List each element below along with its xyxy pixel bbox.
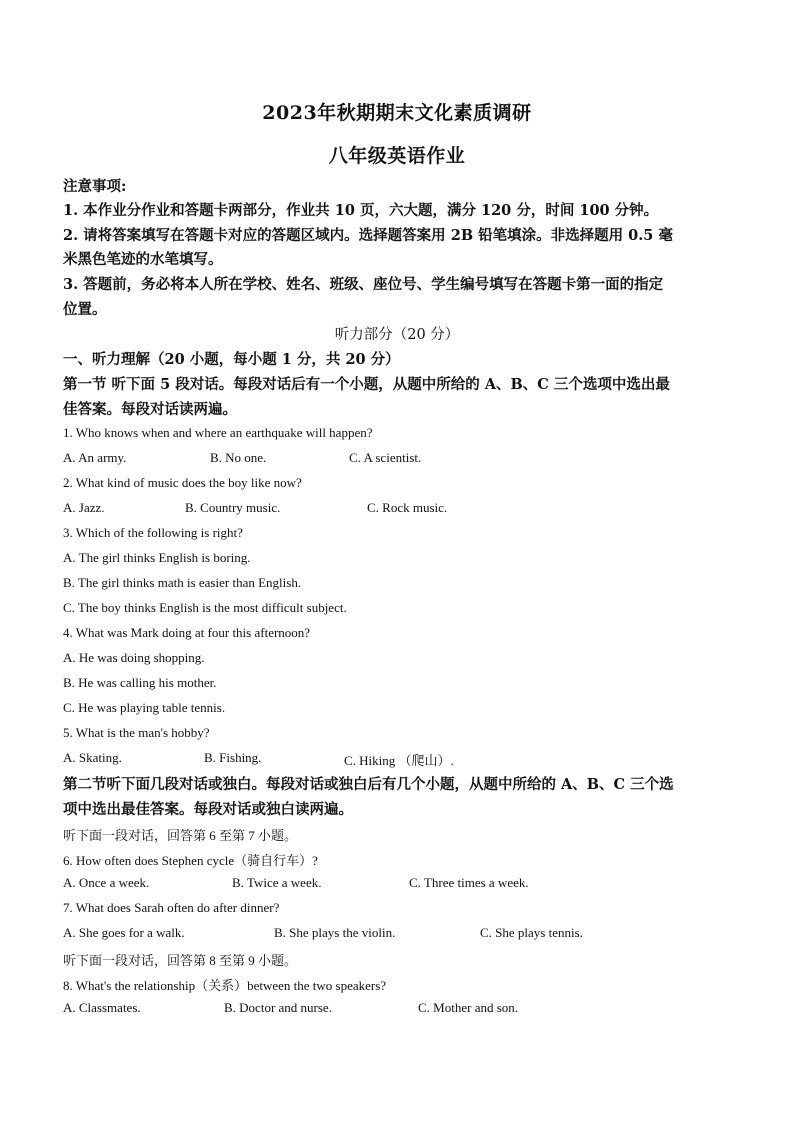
question-7-option-b: B. She plays the violin. xyxy=(274,925,396,940)
question-2-option-a: A. Jazz. xyxy=(63,500,105,515)
question-6-option-a: A. Once a week. xyxy=(63,875,150,890)
question-6-option-b: B. Twice a week. xyxy=(232,875,322,890)
question-8-option-c: C. Mother and son. xyxy=(418,1000,519,1015)
question-7-option-a: A. She goes for a walk. xyxy=(63,925,185,940)
question-1-option-a: A. An army. xyxy=(63,450,127,465)
section-1-instruction-line-2: 佳答案。每段对话读两遍。 xyxy=(63,401,237,418)
question-2-stem: 2. What kind of music does the boy like now? xyxy=(63,475,302,490)
question-3-option-c: C. The boy thinks English is the most difficult subject. xyxy=(63,600,347,615)
notes-heading: 注意事项: xyxy=(63,178,127,195)
question-4-stem: 4. What was Mark doing at four this afternoon? xyxy=(63,625,311,640)
instruction-questions-6-7: 听下面一段对话，回答第 6 至第 7 小题。 xyxy=(63,828,298,843)
question-3-option-b: B. The girl thinks math is easier than English. xyxy=(63,575,302,590)
question-8-option-a: A. Classmates. xyxy=(63,1000,141,1015)
section-2-instruction-line-1: 第二节听下面几段对话或独白。每段对话或独白后有几个小题，从题中所给的 A、B、C 三个选 xyxy=(63,776,674,793)
notes-item-2-line-2: 米黑色笔迹的水笔填写。 xyxy=(63,251,223,268)
section-1-instruction-line-1: 第一节 听下面 5 段对话。每段对话后有一个小题，从题中所给的 A、B、C 三个选项中选出最 xyxy=(63,376,670,393)
section-2-instruction-line-2: 项中选出最佳答案。每段对话或独白读两遍。 xyxy=(63,801,353,818)
listening-section-heading: 一、听力理解（20 小题，每小题 1 分，共 20 分） xyxy=(63,351,400,368)
question-1-option-b: B. No one. xyxy=(210,450,267,465)
question-4-option-a: A. He was doing shopping. xyxy=(63,650,205,665)
question-3-option-a: A. The girl thinks English is boring. xyxy=(63,550,251,565)
question-1-stem: 1. Who knows when and where an earthquake will happen? xyxy=(63,425,373,440)
question-5-stem: 5. What is the man's hobby? xyxy=(63,725,210,740)
notes-item-2-line-1: 2. 请将答案填写在答题卡对应的答题区域内。选择题答案用 2B 铅笔填涂。非选择题用 0.5 毫 xyxy=(63,227,673,244)
question-1-option-c: C. A scientist. xyxy=(349,450,422,465)
page-title: 2023年秋期期末文化素质调研 xyxy=(262,102,532,124)
notes-item-3-line-1: 3. 答题前，务必将本人所在学校、姓名、班级、座位号、学生编号填写在答题卡第一面的指定 xyxy=(63,276,664,293)
question-8-stem: 8. What's the relationship（关系）between the two speakers? xyxy=(63,978,387,993)
listening-part-title: 听力部分（20 分） xyxy=(334,327,460,343)
question-6-stem: 6. How often does Stephen cycle（骑自行车）? xyxy=(63,853,318,868)
question-4-option-c: C. He was playing table tennis. xyxy=(63,700,226,715)
question-8-option-b: B. Doctor and nurse. xyxy=(224,1000,332,1015)
question-5-option-a: A. Skating. xyxy=(63,750,122,765)
notes-item-1: 1. 本作业分作业和答题卡两部分，作业共 10 页，六大题，满分 120 分，时间 100 分钟。 xyxy=(63,202,659,219)
question-5-option-b: B. Fishing. xyxy=(204,750,262,765)
question-2-option-c: C. Rock music. xyxy=(367,500,448,515)
question-7-option-c: C. She plays tennis. xyxy=(480,925,583,940)
question-2-option-b: B. Country music. xyxy=(185,500,281,515)
notes-item-3-line-2: 位置。 xyxy=(63,301,107,318)
question-6-option-c: C. Three times a week. xyxy=(409,875,529,890)
page-subtitle: 八年级英语作业 xyxy=(328,145,466,167)
question-3-stem: 3. Which of the following is right? xyxy=(63,525,243,540)
question-4-option-b: B. He was calling his mother. xyxy=(63,675,217,690)
question-5-option-c: C. Hiking （爬山）. xyxy=(344,753,454,768)
instruction-questions-8-9: 听下面一段对话，回答第 8 至第 9 小题。 xyxy=(63,953,298,968)
question-7-stem: 7. What does Sarah often do after dinner? xyxy=(63,900,280,915)
